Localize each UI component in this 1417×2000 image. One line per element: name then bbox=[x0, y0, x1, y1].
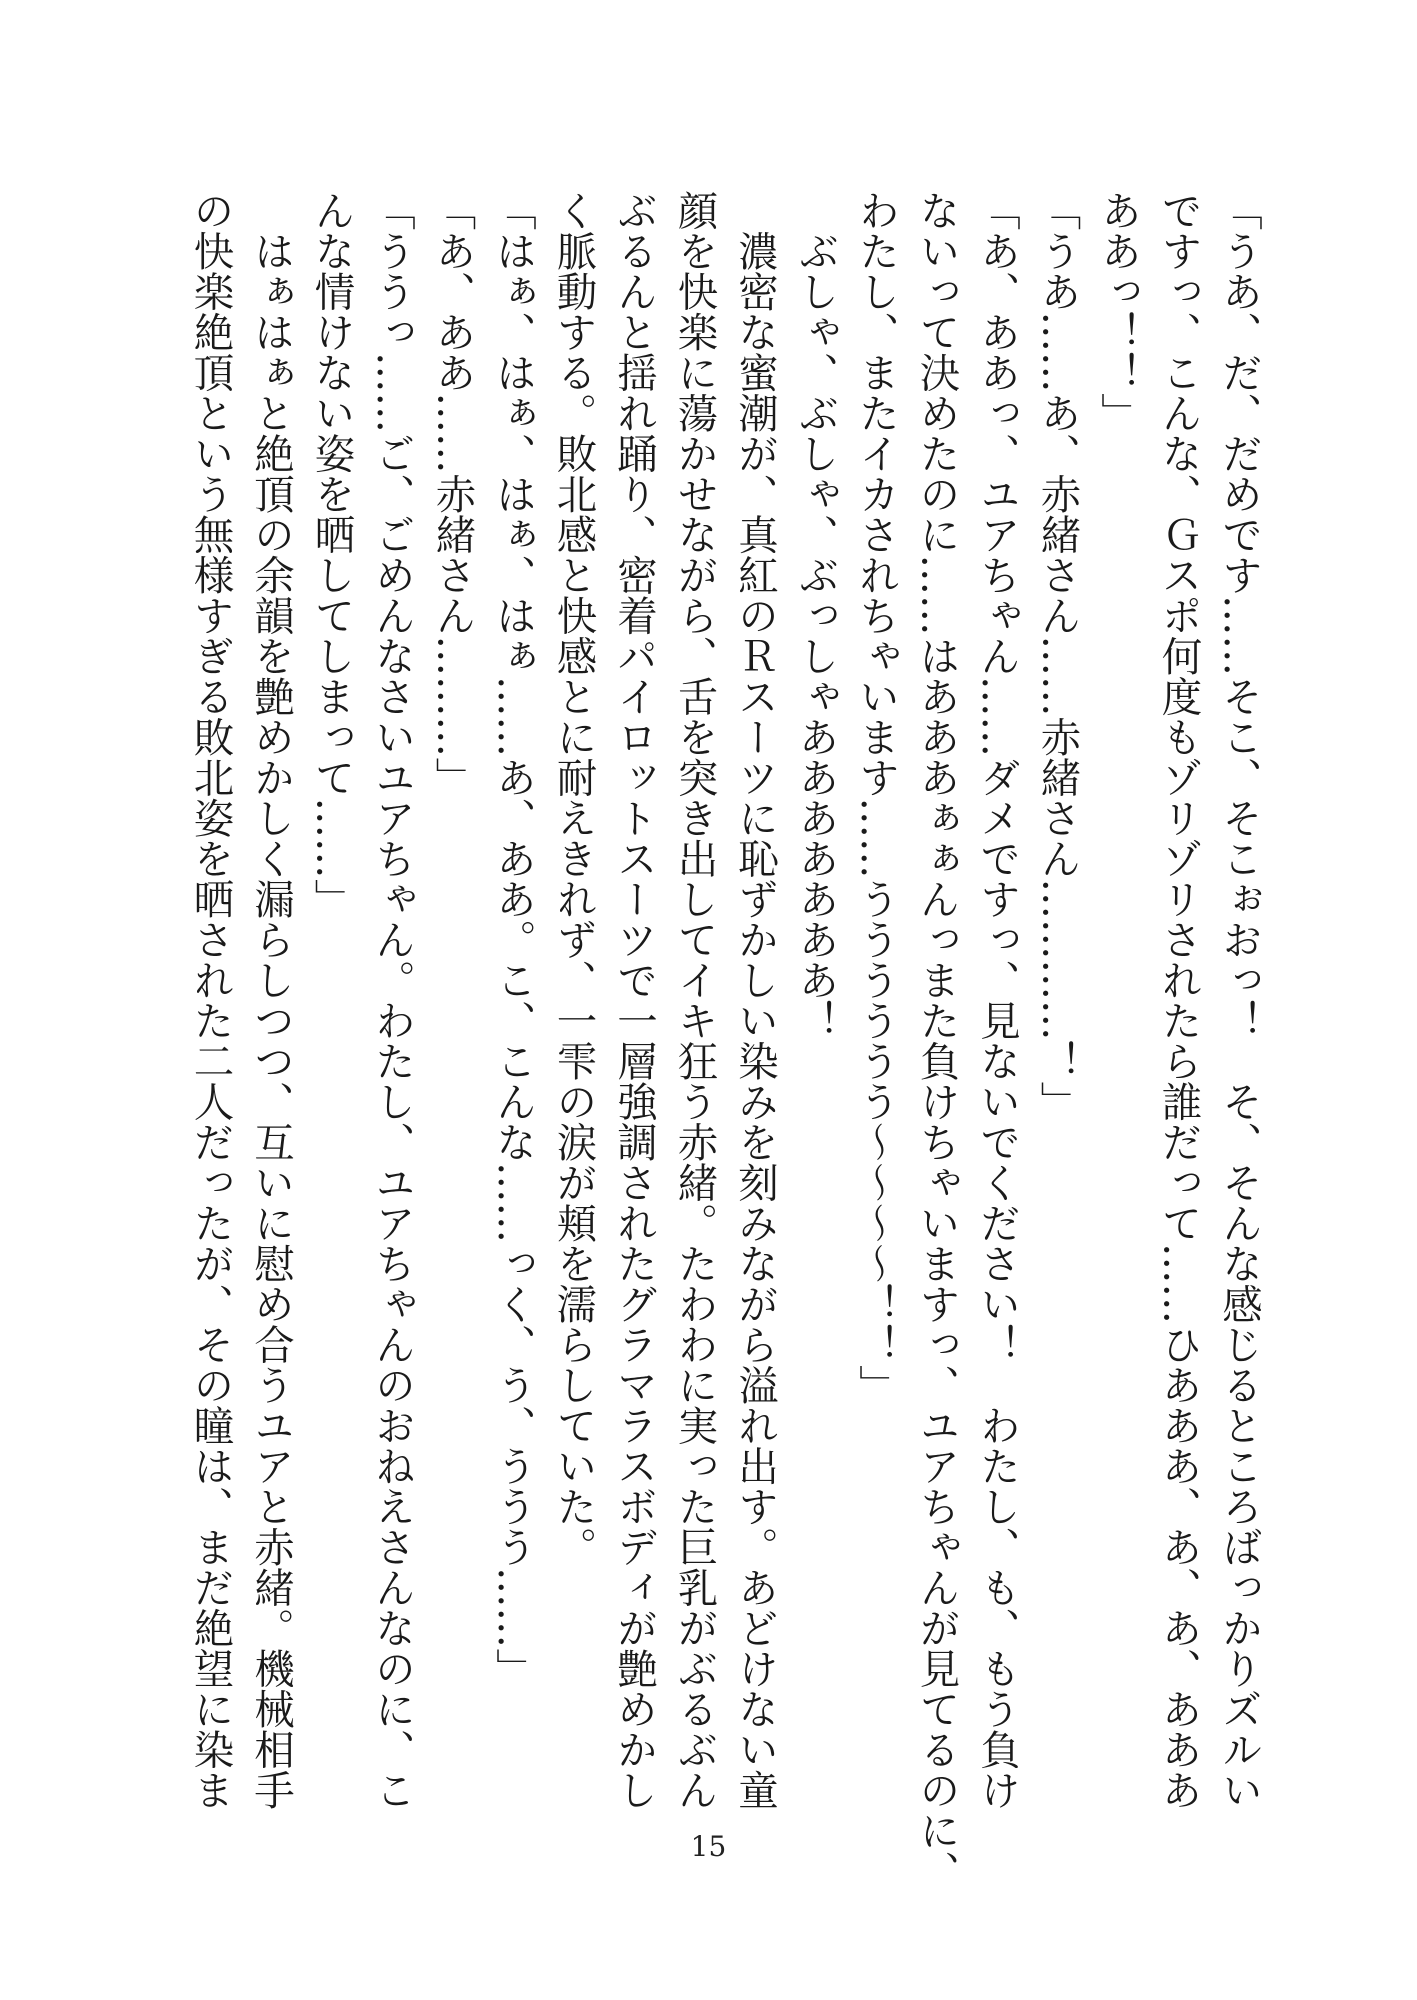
text-line: ぶしゃ、ぶしゃ、ぶっしゃあああああああ！ bbox=[791, 190, 840, 1041]
text-line: ですっ、こんな、Ｇスポ何度もゾリゾリされたら誰だって……ひあああ、あ、あ、あああ bbox=[1154, 190, 1203, 1810]
text-line: 「うあ、だ、だめです……そこ、そこぉおっ！ そ、そんな感じるところばっかりズルい bbox=[1215, 190, 1263, 1810]
text-line: 「あ、ああっ、ユアちゃん……ダメですっ、見ないでください！ わたし、も、もう負け bbox=[973, 190, 1021, 1810]
text-line: く脈動する。敗北感と快感とに耐えきれず、一雫の涙が頬を濡らしていた。 bbox=[549, 190, 598, 1567]
page-number: 15 bbox=[690, 1830, 727, 1863]
text-line: ぶるんと揺れ踊り、密着パイロットスーツで一層強調されたグラマラスボディが艶めかし bbox=[610, 190, 658, 1810]
text-line: 顔を快楽に蕩かせながら、舌を突き出してイキ狂う赤緒。たわわに実った巨乳がぶるぶん bbox=[670, 190, 719, 1810]
text-line: の快楽絶頂という無様すぎる敗北姿を晒された二人だったが、その瞳は、まだ絶望に染ま bbox=[186, 190, 235, 1810]
text-line: ないって決めたのに……はあああぁぁんっまた負けちゃいますっ、ユアちゃんが見てるのに、 bbox=[912, 190, 961, 1891]
text-line: んな情けない姿を晒してしまって……」 bbox=[307, 190, 356, 919]
text-line: 「あ、ああ……赤緒さん………」 bbox=[428, 190, 477, 798]
text-line: 濃密な蜜潮が、真紅のＲスーツに恥ずかしい染みを刻みながら溢れ出す。あどけない童 bbox=[731, 190, 779, 1810]
text-line: 「うあ……あ、赤緒さん……赤緒さん…………！」 bbox=[1033, 190, 1082, 1122]
text-line: 「ううっ……ご、ごめんなさいユアちゃん。わたし、ユアちゃんのおねえさんなのに、こ bbox=[368, 190, 416, 1810]
text-line: 「はぁ、はぁ、はぁ、はぁ……あ、ああ。こ、こんな……っく、う、ううう……」 bbox=[489, 190, 537, 1689]
text-line: はぁはぁと絶頂の余韻を艶めかしく漏らしつつ、互いに慰め合うユアと赤緒。機械相手 bbox=[247, 190, 295, 1810]
text-line: わたし、またイカされちゃいます……うううううう〜〜〜〜！！」 bbox=[852, 190, 900, 1405]
text-line: ああっ！！」 bbox=[1094, 190, 1142, 433]
